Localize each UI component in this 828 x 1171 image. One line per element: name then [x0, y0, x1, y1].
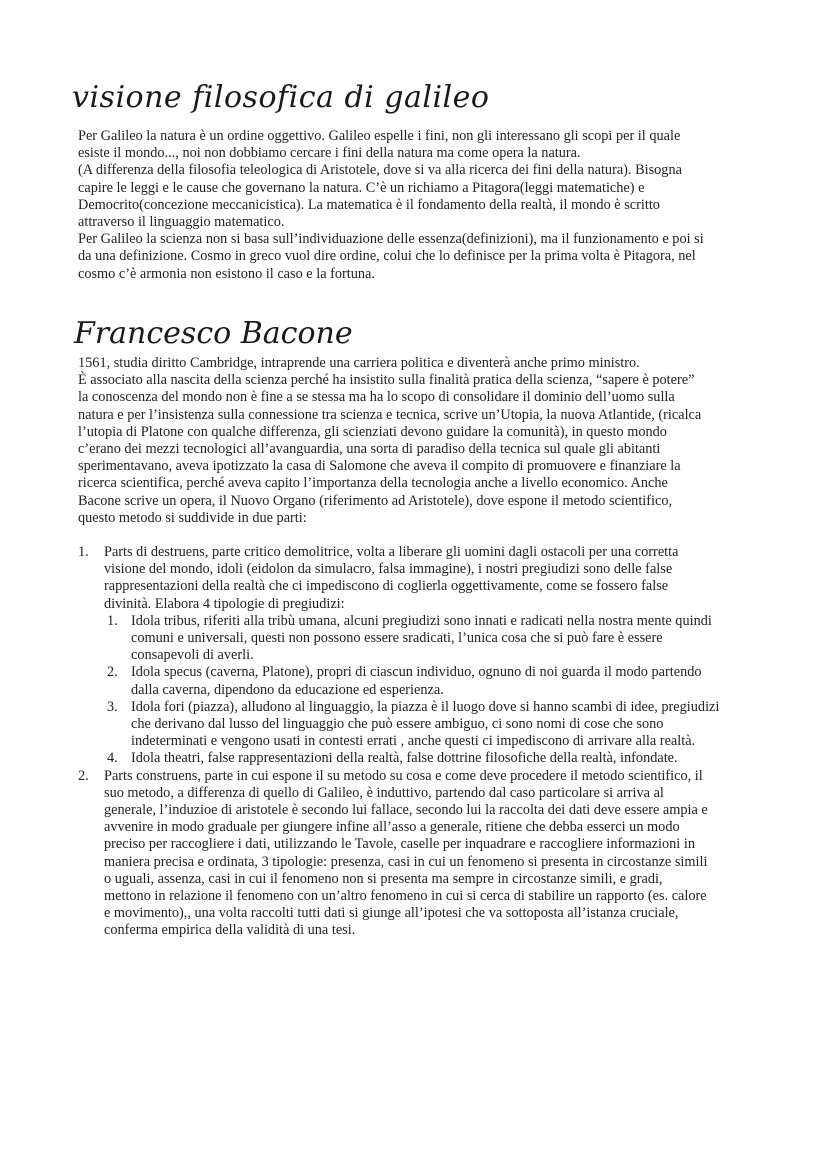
text-line: Idola fori (piazza), alludono al linguaggio, la piazza è il luogo dove si hanno scambi di idee, pregiudizi	[131, 698, 720, 715]
method-parts-list	[78, 544, 768, 940]
text-line: È associato alla nascita della scienza perché ha insistito sulla finalità pratica della scienza, “sapere è potere”	[78, 372, 695, 389]
text-line: suo metodo, a differenza di quello di Galileo, è induttivo, partendo dal caso particolare si arriva al	[104, 784, 664, 801]
text-line: avvenire in modo graduale per giungere infine all’asso a generale, ritiene che debba esserci un modo	[104, 819, 680, 836]
idola-item	[104, 664, 768, 698]
text-line: c’erano dei mezzi tecnologici all’avanguardia, una sorta di paradiso della tecnica sul quale gli abitanti	[78, 441, 661, 458]
bacone-heading: Francesco Bacone	[74, 316, 353, 351]
method-part-item	[78, 768, 768, 940]
text-line: rappresentazioni della realtà che ci impediscono di coglierla oggettivamente, come se fossero false	[104, 578, 669, 595]
text-line: Parts construens, parte in cui espone il su metodo su cosa e come deve procedere il metodo scientifico, il	[104, 767, 703, 784]
bacone-paragraph	[78, 355, 764, 527]
text-line: Per Galileo la scienza non si basa sull’individuazione delle essenza(definizioni), ma il funzionamento e poi si	[78, 231, 704, 248]
text-line: attraverso il linguaggio matematico.	[78, 214, 285, 231]
text-line: mettono in relazione il fenomeno con un’altro fenomeno in cui si cerca di stabilire un rapporto (es. calore	[104, 888, 707, 905]
text-line: divinità. Elabora 4 tipologie di pregiudizi:	[104, 595, 345, 612]
text-line: indeterminati e vengono usati in contesti errati , anche questi ci impediscono di arrivare alla realtà.	[131, 733, 696, 750]
text-line: sperimentavano, aveva ipotizzato la casa di Salomone che aveva il compito di promuovere e finanziare la	[78, 458, 681, 475]
text-line: maniera precisa e ordinata, 3 tipologie: presenza, casi in cui un fenomeno si presenta in circostanze simili	[104, 853, 708, 870]
list-number: 2.	[107, 664, 118, 681]
text-line: generale, l’induzioe di aristotele è secondo lui fallace, secondo lui la raccolta dei dati deve essere ampia e	[104, 802, 708, 819]
galileo-paragraph	[78, 128, 764, 283]
text-line: o uguali, assenza, casi in cui il fenomeno non si presenta ma sempre in circostanze simili, e gradi,	[104, 870, 663, 887]
text-line: dalla caverna, dipendono da educazione ed esperienza.	[131, 681, 444, 698]
text-line: Idola theatri, false rappresentazioni della realtà, false dottrine filosofiche della realtà, infondate.	[131, 750, 678, 767]
text-line: Parts di destruens, parte critico demolitrice, volta a liberare gli uomini dagli ostacoli per una corretta	[104, 544, 679, 560]
text-line: consapevoli di averli.	[131, 647, 254, 664]
text-line: Idola tribus, riferiti alla tribù umana, alcuni pregiudizi sono innati e radicati nella nostra mente quindi	[131, 612, 712, 629]
list-number: 4.	[107, 750, 118, 767]
idola-list	[104, 613, 768, 768]
text-line: esiste il mondo..., noi non dobbiamo cercare i fini della natura ma come opera la natura.	[78, 145, 581, 162]
text-line: 1561, studia diritto Cambridge, intraprende una carriera politica e diventerà anche primo ministro.	[78, 355, 640, 371]
text-line: preciso per raccogliere i dati, utilizzando le Tavole, caselle per inquadrare e raccogliere informazioni in	[104, 836, 695, 853]
text-line: la conoscenza del mondo non è fine a se stessa ma ha lo scopo di consolidare il dominio dell’uomo sulla	[78, 389, 675, 406]
idola-item	[104, 750, 768, 767]
text-line: comuni e universali, questi non possono essere sradicati, l’unica cosa che si può fare è essere	[131, 630, 663, 647]
text-line: capire le leggi e le cause che governano la natura. C’è un richiamo a Pitagora(leggi matematiche) e	[78, 179, 645, 196]
text-line: Bacone scrive un opera, il Nuovo Organo (riferimento ad Aristotele), dove espone il metodo scientifico,	[78, 492, 673, 509]
text-line: cosmo c’è armonia non esistono il caso e la fortuna.	[78, 265, 375, 282]
text-line: Idola specus (caverna, Platone), propri di ciascun individuo, ognuno di noi guarda il modo partendo	[131, 664, 702, 681]
text-line: visione del mondo, idoli (eidolon da simulacro, falsa immagine), i nostri pregiudizi sono delle false	[104, 561, 673, 578]
galileo-heading: visione filosofica di galileo	[72, 80, 490, 115]
text-line: Democrito(concezione meccanicistica). La matematica è il fondamento della realtà, il mondo è scritto	[78, 196, 660, 213]
list-number: 3.	[107, 698, 118, 715]
text-line: ricerca scientifica, perché aveva capito l’importanza della tecnologia anche a livello economico. Anche	[78, 475, 668, 492]
text-line: e movimento),, una volta raccolti tutti dati si giunge all’ipotesi che va sottoposta all’istanza cruciale,	[104, 905, 679, 922]
list-number: 1.	[107, 612, 118, 629]
idola-item	[104, 699, 768, 751]
method-part-item	[78, 544, 768, 768]
text-line: l’utopia di Platone con qualche differenza, gli scienziati devono guidare la comunità), in questo mondo	[78, 423, 667, 440]
list-number: 1.	[78, 544, 89, 560]
text-line: (A differenza della filosofia teleologica di Aristotele, dove si va alla ricerca dei fini della natura). Bisogna	[78, 162, 682, 179]
text-line: natura e per l’insistenza sulla connessione tra scienza e tecnica, scrive un’Utopia, la nuova Atlantide, (ricalca	[78, 406, 702, 423]
text-line: Per Galileo la natura è un ordine oggettivo. Galileo espelle i fini, non gli interessano gli scopi per il quale	[78, 128, 681, 144]
text-line: da una definizione. Cosmo in greco vuol dire ordine, colui che lo definisce per la prima volta è Pitagora, nel	[78, 248, 696, 265]
text-line: conferma empirica della validità di una tesi.	[104, 922, 356, 939]
idola-item	[104, 613, 768, 665]
text-line: questo metodo si suddivide in due parti:	[78, 509, 307, 526]
text-line: che derivano dal lusso del linguaggio che può essere ambiguo, ci sono nomi di cose che sono	[131, 716, 664, 733]
list-number: 2.	[78, 767, 89, 784]
